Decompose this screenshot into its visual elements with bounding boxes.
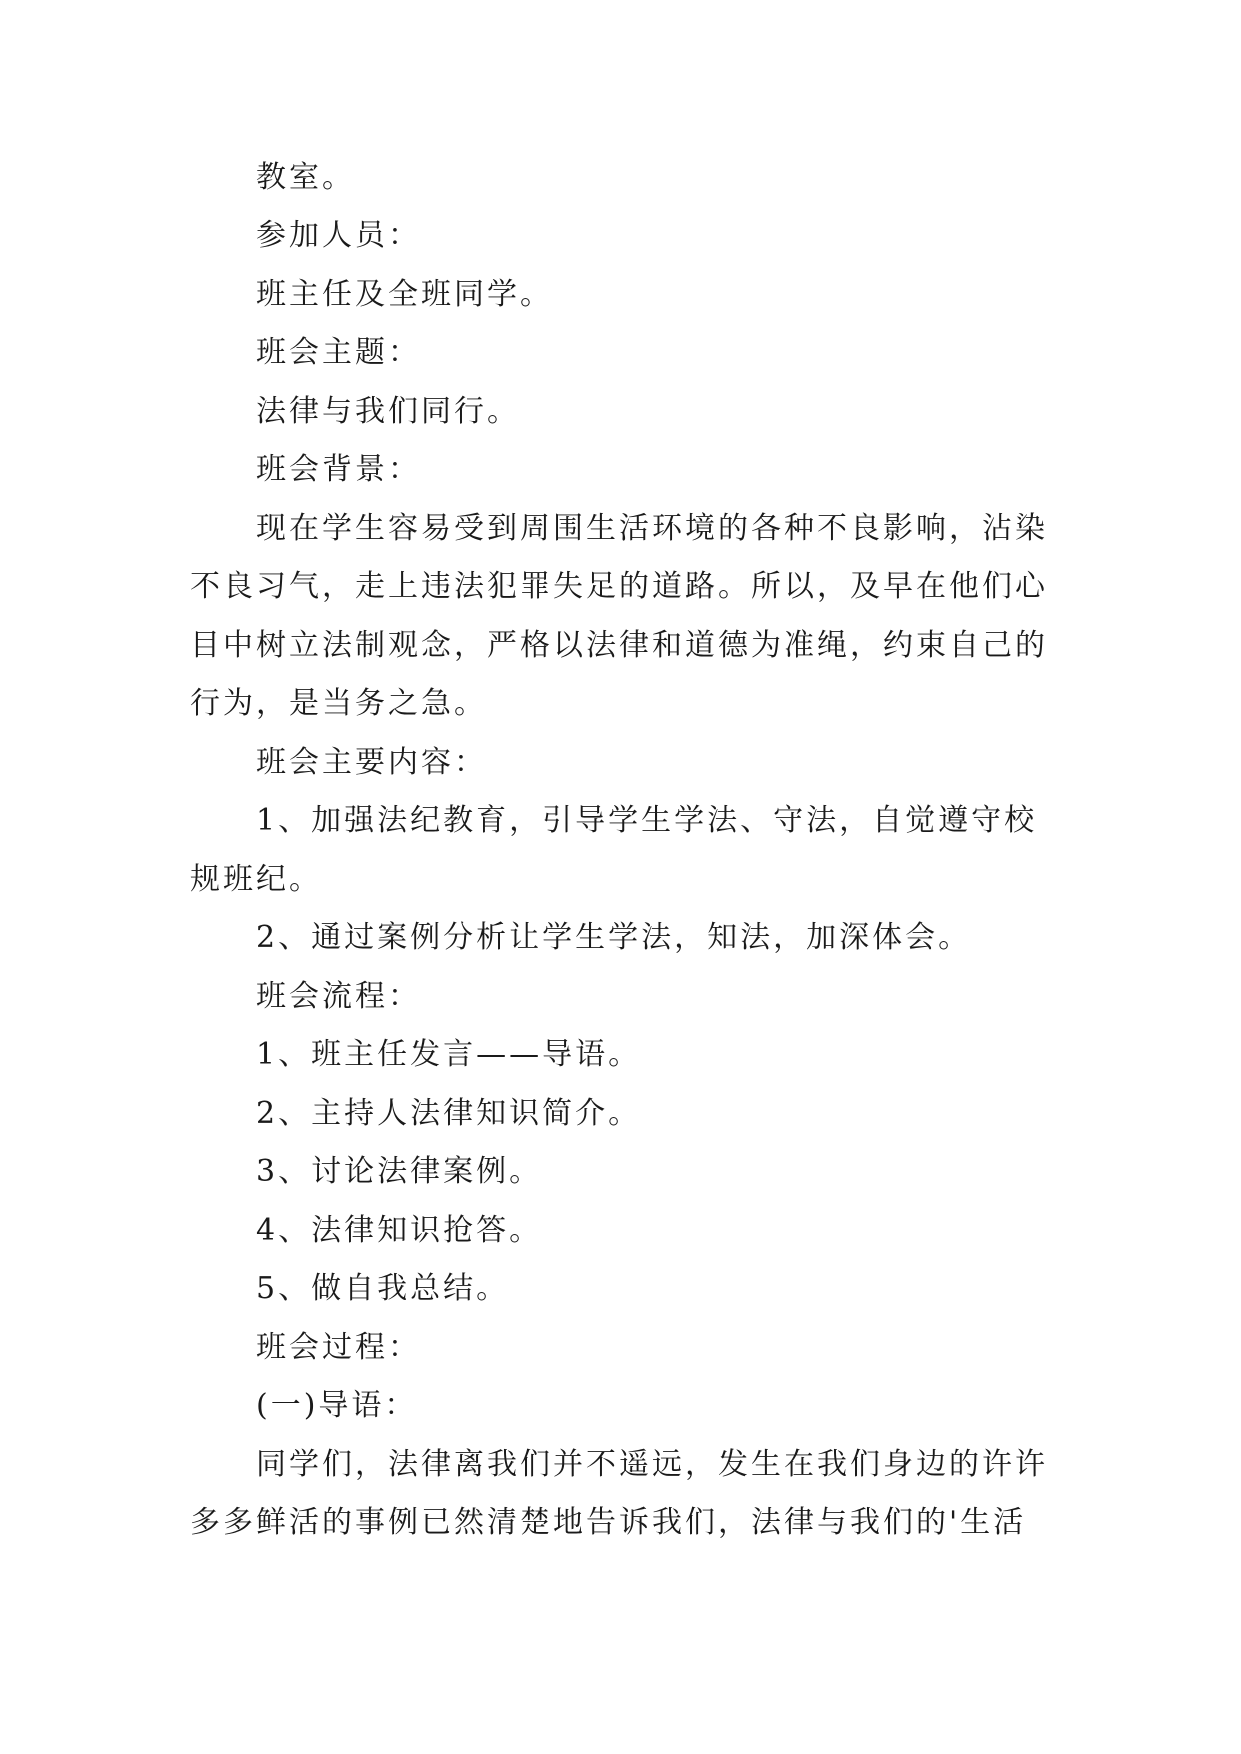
- text-line: (一)导语：: [256, 1388, 418, 1423]
- text-line: 班主任及全班同学。: [256, 277, 553, 312]
- text-line: 同学们，法律离我们并不遥远，发生在我们身边的许许: [256, 1447, 1048, 1482]
- text-line: 现在学生容易受到周围生活环境的各种不良影响，沾染: [256, 511, 1048, 546]
- text-line: 班会背景：: [256, 452, 421, 487]
- text-line: 班会主题：: [256, 335, 421, 370]
- text-line: 法律与我们同行。: [256, 394, 520, 429]
- text-line: 教室。: [256, 160, 355, 195]
- text-line: 2、主持人法律知识简介。: [256, 1096, 642, 1131]
- text-line: 行为，是当务之急。: [190, 686, 487, 721]
- text-line: 参加人员：: [256, 218, 421, 253]
- text-line: 班会流程：: [256, 979, 421, 1014]
- text-line: 1、加强法纪教育，引导学生学法、守法，自觉遵守校: [256, 803, 1038, 838]
- text-line: 4、法律知识抢答。: [256, 1213, 543, 1248]
- text-line: 规班纪。: [190, 862, 322, 897]
- text-line: 目中树立法制观念，严格以法律和道德为准绳，约束自己的: [190, 628, 1048, 663]
- text-line: 1、班主任发言——导语。: [256, 1037, 642, 1072]
- text-line: 班会主要内容：: [256, 745, 487, 780]
- text-line: 班会过程：: [256, 1330, 421, 1365]
- text-line: 3、讨论法律案例。: [256, 1154, 543, 1189]
- text-line: 5、做自我总结。: [256, 1271, 510, 1306]
- text-line: 多多鲜活的事例已然清楚地告诉我们，法律与我们的'生活: [190, 1505, 1027, 1540]
- text-line: 不良习气，走上违法犯罪失足的道路。所以，及早在他们心: [190, 569, 1048, 604]
- text-line: 2、通过案例分析让学生学法，知法，加深体会。: [256, 920, 972, 955]
